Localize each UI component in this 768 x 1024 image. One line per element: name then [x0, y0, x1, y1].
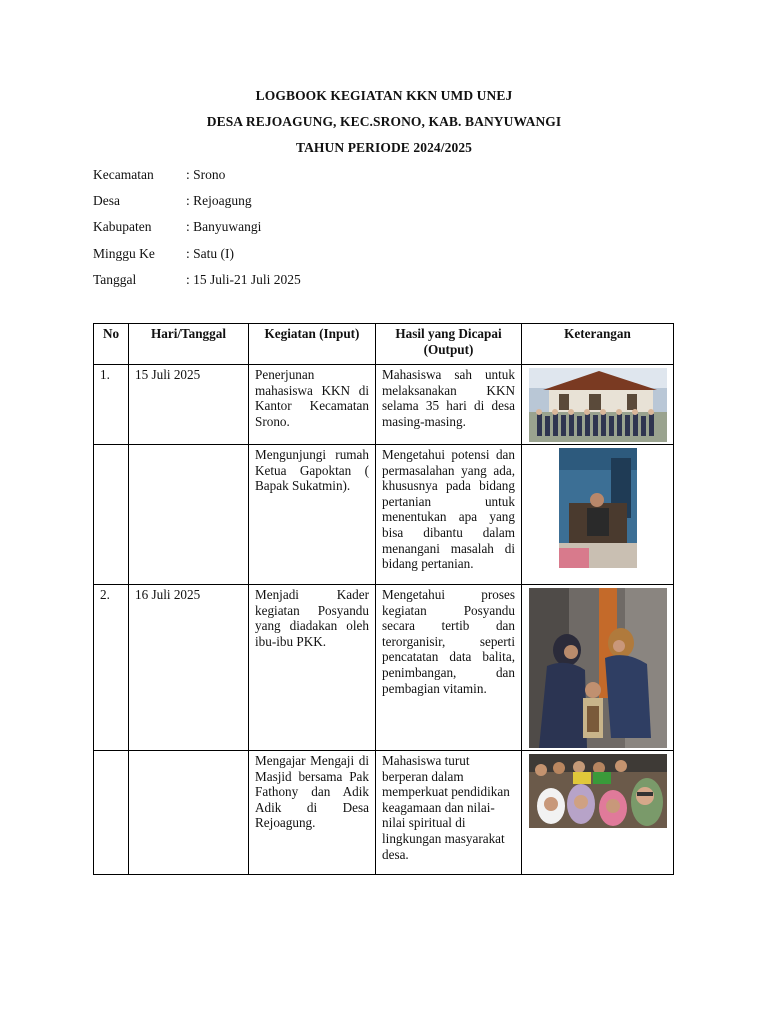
photo-posyandu — [529, 588, 667, 748]
row-photo-cell — [522, 445, 674, 585]
row-input: Mengajar Mengaji di Masjid bersama Pak Fathony dan Adik Adik di Desa Rejoagung. — [249, 751, 376, 875]
header-date: Hari/Tanggal — [129, 324, 249, 365]
row-output: Mahasiswa turut berperan dalam memperkuat pendidikan keagamaan dan nilai-nilai spiritual di lingkungan masyarakat desa. — [376, 751, 522, 875]
row-no — [94, 751, 129, 875]
logbook-table — [93, 323, 674, 875]
row-input: Penerjunan mahasiswa KKN di Kantor Kecamatan Srono. — [249, 365, 376, 445]
meta-label: Tanggal — [93, 272, 137, 287]
row-output: Mahasiswa sah untuk melaksanakan KKN selama 35 hari di desa masing-masing. — [376, 365, 522, 445]
meta-label: Minggu Ke — [93, 246, 155, 261]
meta-label: Kabupaten — [93, 219, 152, 234]
row-date — [129, 751, 249, 875]
row-photo-cell — [522, 585, 674, 751]
row-photo-cell — [522, 365, 674, 445]
table-row — [94, 445, 674, 585]
table-row — [94, 365, 674, 445]
title-line-2: DESA REJOAGUNG, KEC.SRONO, KAB. BANYUWANGI — [206, 114, 562, 129]
meta-row-kabupaten — [93, 219, 261, 235]
photo-group-at-office — [529, 368, 667, 442]
meta-value: : Srono — [186, 167, 226, 182]
header-output: Hasil yang Dicapai (Output) — [376, 324, 522, 365]
row-input: Menjadi Kader kegiatan Posyandu yang diadakan oleh ibu-ibu PKK. — [249, 585, 376, 751]
row-date — [129, 445, 249, 585]
meta-label: Kecamatan — [93, 167, 154, 182]
meta-row-desa — [93, 193, 252, 209]
meta-value: : 15 Juli-21 Juli 2025 — [186, 272, 301, 287]
title-line-1: LOGBOOK KEGIATAN KKN UMD UNEJ — [255, 88, 513, 103]
row-output: Mengetahui proses kegiatan Posyandu secara tertib dan terorganisir, seperti pencatatan data balita, penimbangan, dan pembagian vitamin. — [376, 585, 522, 751]
row-output: Mengetahui potensi dan permasalahan yang ada, khususnya pada bidang pertanian untuk menentukan apa yang bisa dibantu dalam menangani masalah di bidang pertanian. — [376, 445, 522, 585]
photo-visit-gapoktan — [559, 448, 637, 568]
table-row — [94, 585, 674, 751]
meta-row-kecamatan — [93, 167, 225, 183]
header-input: Kegiatan (Input) — [249, 324, 376, 365]
row-no: 1. — [94, 365, 129, 445]
meta-value: : Satu (I) — [186, 246, 234, 261]
title-line-3: TAHUN PERIODE 2024/2025 — [295, 140, 473, 155]
photo-mengaji — [529, 754, 667, 828]
row-no: 2. — [94, 585, 129, 751]
meta-value: : Banyuwangi — [186, 219, 262, 234]
header-notes: Keterangan — [522, 324, 674, 365]
row-no — [94, 445, 129, 585]
meta-label: Desa — [93, 193, 120, 208]
row-date: 16 Juli 2025 — [129, 585, 249, 751]
table-header-row — [94, 324, 674, 365]
header-no: No — [94, 324, 129, 365]
meta-row-tanggal — [93, 272, 301, 288]
row-photo-cell — [522, 751, 674, 875]
row-date: 15 Juli 2025 — [129, 365, 249, 445]
meta-value: : Rejoagung — [186, 193, 252, 208]
meta-row-minggu — [93, 246, 234, 262]
row-input: Mengunjungi rumah Ketua Gapoktan ( Bapak Sukatmin). — [249, 445, 376, 585]
table-row — [94, 751, 674, 875]
